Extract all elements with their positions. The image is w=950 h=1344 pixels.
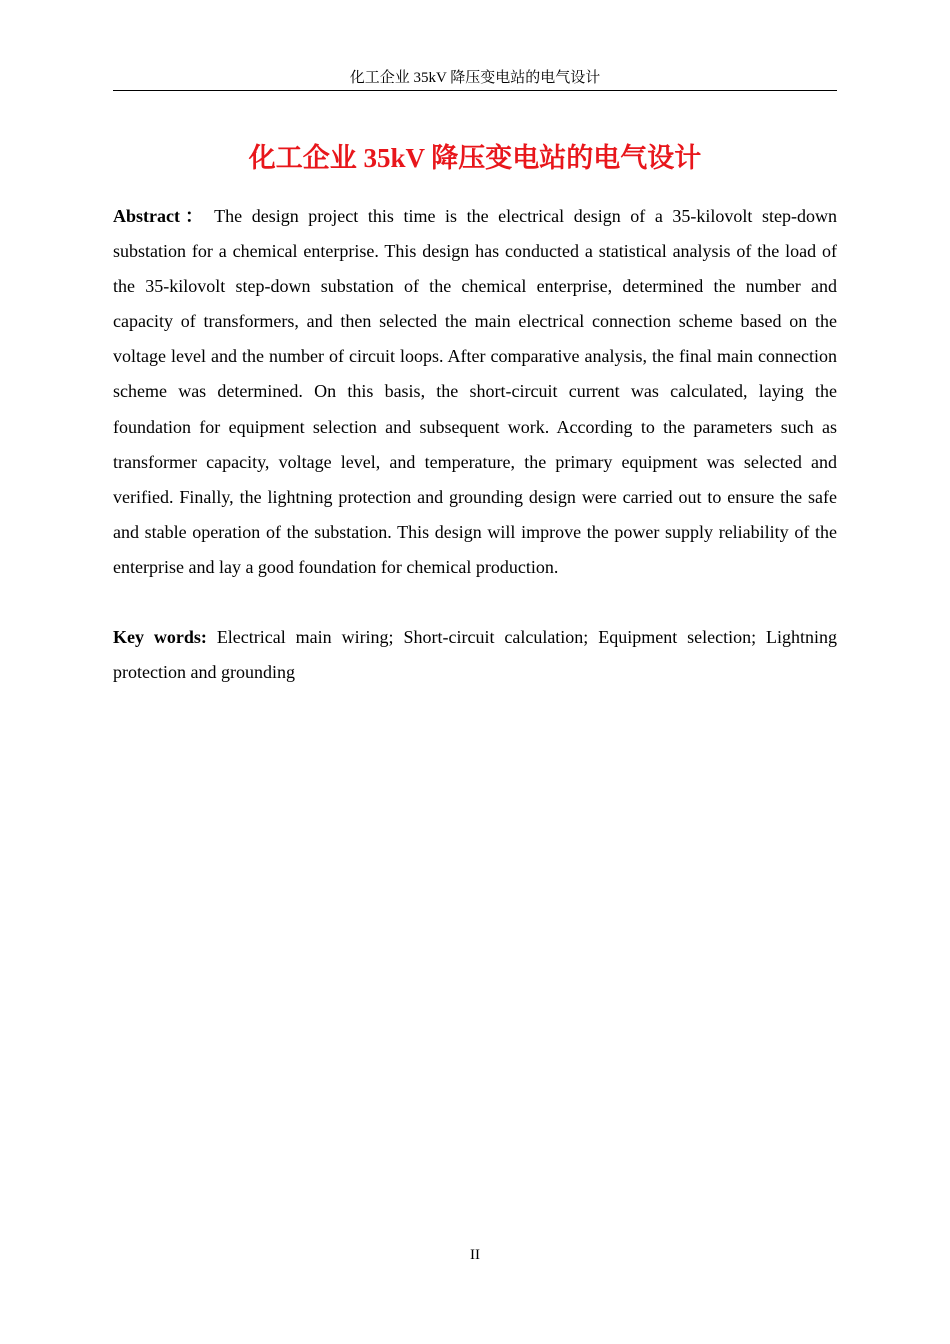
abstract-text: The design project this time is the electrical design of a 35-kilovolt step-down substation for a chemical enterprise. This design has conducted a statistical analysis of the load of the 35-kilovolt step-down substation of the chemical enterprise, determined the number and capacity of transformers, and then selected the main electrical connection scheme based on the voltage level and the number of circuit loops. After comparative analysis, the final main connection scheme was determined. On this basis, the short-circuit current was calculated, laying the foundation for equipment selection and subsequent work. According to the parameters such as transformer capacity, voltage level, and temperature, the primary equipment was selected and verified. Finally, the lightning protection and grounding design were carried out to ensure the safe and stable operation of the substation. This design will improve the power supply reliability of the enterprise and lay a good foundation for chemical production. xyxy=(113,206,838,577)
running-header: 化工企业 35kV 降压变电站的电气设计 xyxy=(113,66,837,91)
abstract-paragraph xyxy=(113,199,837,585)
page-number: II xyxy=(470,1247,480,1263)
keywords-paragraph xyxy=(113,620,837,690)
abstract-label: Abstract xyxy=(113,206,180,226)
keywords-label: Key words: xyxy=(113,627,207,647)
abstract-colon: ： xyxy=(179,206,209,226)
document-title: 化工企业 35kV 降压变电站的电气设计 xyxy=(248,143,702,173)
keywords-text: Electrical main wiring; Short-circuit calculation; Equipment selection; Lightning protection and grounding xyxy=(113,627,837,682)
